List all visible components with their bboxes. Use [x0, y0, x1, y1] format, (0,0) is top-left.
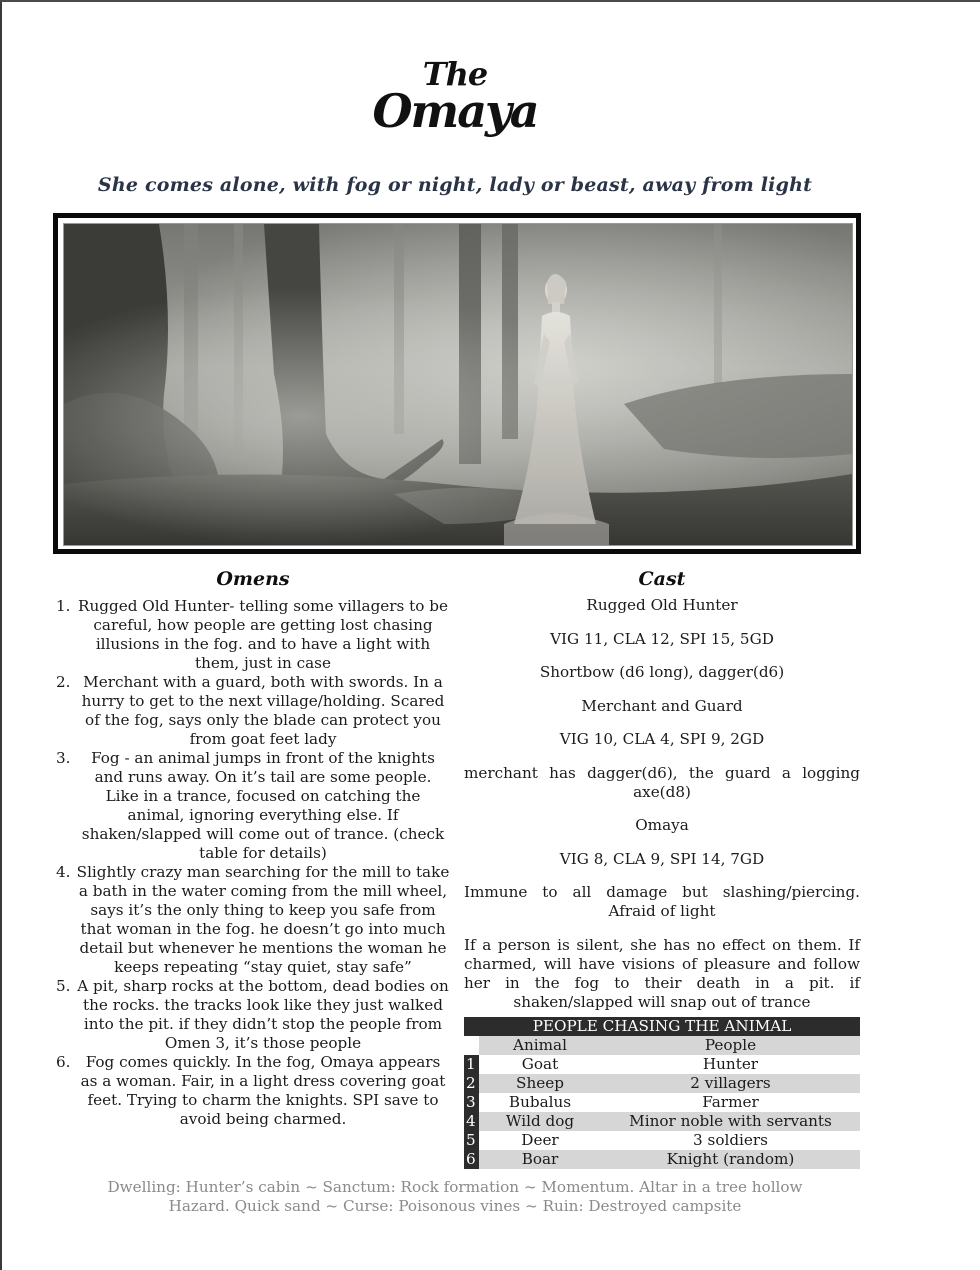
table-row	[464, 1150, 860, 1169]
column-header-animal: Animal	[479, 1036, 601, 1055]
row-index: 1	[464, 1055, 479, 1074]
omen-text: Rugged Old Hunter- telling some villagers to be careful, how people are getting lost chasing illusions in the fog. and to have a light with them, just in case	[78, 597, 448, 672]
animal-cell: Bubalus	[479, 1093, 601, 1112]
table-caption: PEOPLE CHASING THE ANIMAL	[464, 1017, 860, 1036]
omen-item	[56, 1053, 450, 1129]
row-index: 4	[464, 1112, 479, 1131]
cast-section	[464, 596, 860, 1026]
cast-name-hunter: Rugged Old Hunter	[586, 596, 738, 614]
omen-text: Slightly crazy man searching for the mill to take a bath in the water coming from the mill wheel, says it’s the only thing to keep you safe from that woman in the fog. he doesn’t go into much detail but whenever he mentions the woman he keeps repeating “stay quiet, stay safe”	[76, 863, 450, 976]
omen-number: 5.	[56, 977, 71, 995]
footer	[0, 1178, 910, 1216]
cast-stats-hunter: VIG 11, CLA 12, SPI 15, 5GD	[550, 629, 774, 648]
row-index: 6	[464, 1150, 479, 1169]
table-row	[464, 1093, 860, 1112]
row-index: 5	[464, 1131, 479, 1150]
omen-text: A pit, sharp rocks at the bottom, dead bodies on the rocks. the tracks look like they just walked into the pit. if they didn’t stop the people from Omen 3, it’s those people	[77, 977, 449, 1052]
table-row	[464, 1074, 860, 1093]
cast-stats-omaya: VIG 8, CLA 9, SPI 14, 7GD	[559, 849, 765, 868]
page-title: Omaya	[372, 84, 538, 138]
cast-stats-merchant: VIG 10, CLA 4, SPI 9, 2GD	[559, 730, 765, 748]
cast-heading: Cast	[638, 568, 686, 590]
cast-gear-hunter: Shortbow (d6 long), dagger(d6)	[539, 663, 785, 681]
animal-cell: Deer	[479, 1131, 601, 1150]
omen-number: 1.	[56, 597, 71, 615]
table-row	[464, 1131, 860, 1150]
omen-number: 3.	[56, 749, 71, 767]
footer-line-1: Dwelling: Hunter’s cabin ~ Sanctum: Rock formation ~ Momentum. Altar in a tree hollow	[107, 1178, 803, 1196]
animal-cell: Goat	[479, 1055, 601, 1074]
people-cell: 2 villagers	[601, 1074, 860, 1093]
omens-list	[56, 597, 450, 1129]
omen-item	[56, 673, 450, 749]
omen-text: Fog - an animal jumps in front of the knights and runs away. On it’s tail are some people. Like in a trance, focused on catching the animal, ignoring everything else. If shaken/slapped will come out of trance. (check table for details)	[81, 749, 445, 862]
animal-cell: Sheep	[479, 1074, 601, 1093]
omen-item	[56, 863, 450, 977]
tagline: She comes alone, with fog or night, lady or beast, away from light	[97, 174, 813, 196]
omen-item	[56, 977, 450, 1053]
omen-number: 6.	[56, 1053, 71, 1071]
column-header-people: People	[601, 1036, 860, 1055]
people-cell: Minor noble with servants	[601, 1112, 860, 1131]
hero-image-frame	[53, 213, 861, 554]
cast-name-merchant: Merchant and Guard	[581, 696, 743, 715]
people-cell: Farmer	[601, 1093, 860, 1112]
page-edge-top	[0, 0, 980, 2]
cast-ability-omaya: If a person is silent, she has no effect on them. If charmed, will have visions of pleasure and follow her in the fog to their death in a pit. if shaken/slapped will snap out of trance	[464, 935, 860, 1011]
omen-item	[56, 597, 450, 673]
omen-item	[56, 749, 450, 863]
omens-heading: Omens	[216, 568, 290, 590]
omen-text: Merchant with a guard, both with swords. In a hurry to get to the next village/holding. Scared of the fog, says only the blade can protect you from goat feet lady	[81, 673, 445, 748]
hero-illustration	[63, 223, 853, 546]
animal-cell: Wild dog	[479, 1112, 601, 1131]
people-cell: 3 soldiers	[601, 1131, 860, 1150]
table-header-row	[464, 1036, 860, 1055]
row-index: 2	[464, 1074, 479, 1093]
people-chasing-table	[464, 1017, 860, 1169]
table-row	[464, 1055, 860, 1074]
table-row	[464, 1112, 860, 1131]
row-index: 3	[464, 1093, 479, 1112]
people-cell: Knight (random)	[601, 1150, 860, 1169]
animal-cell: Boar	[479, 1150, 601, 1169]
cast-gear-merchant: merchant has dagger(d6), the guard a logging axe(d8)	[464, 763, 860, 801]
omen-number: 4.	[56, 863, 71, 881]
people-cell: Hunter	[601, 1055, 860, 1074]
omen-number: 2.	[56, 673, 71, 691]
cast-trait-omaya: Immune to all damage but slashing/piercing. Afraid of light	[464, 883, 860, 920]
footer-line-2: Hazard. Quick sand ~ Curse: Poisonous vines ~ Ruin: Destroyed campsite	[168, 1197, 742, 1215]
title-prefix: The	[422, 55, 488, 93]
cast-name-omaya: Omaya	[635, 816, 689, 834]
omen-text: Fog comes quickly. In the fog, Omaya appears as a woman. Fair, in a light dress covering goat feet. Trying to charm the knights. SPI save to avoid being charmed.	[80, 1053, 446, 1128]
title-block	[0, 55, 910, 138]
